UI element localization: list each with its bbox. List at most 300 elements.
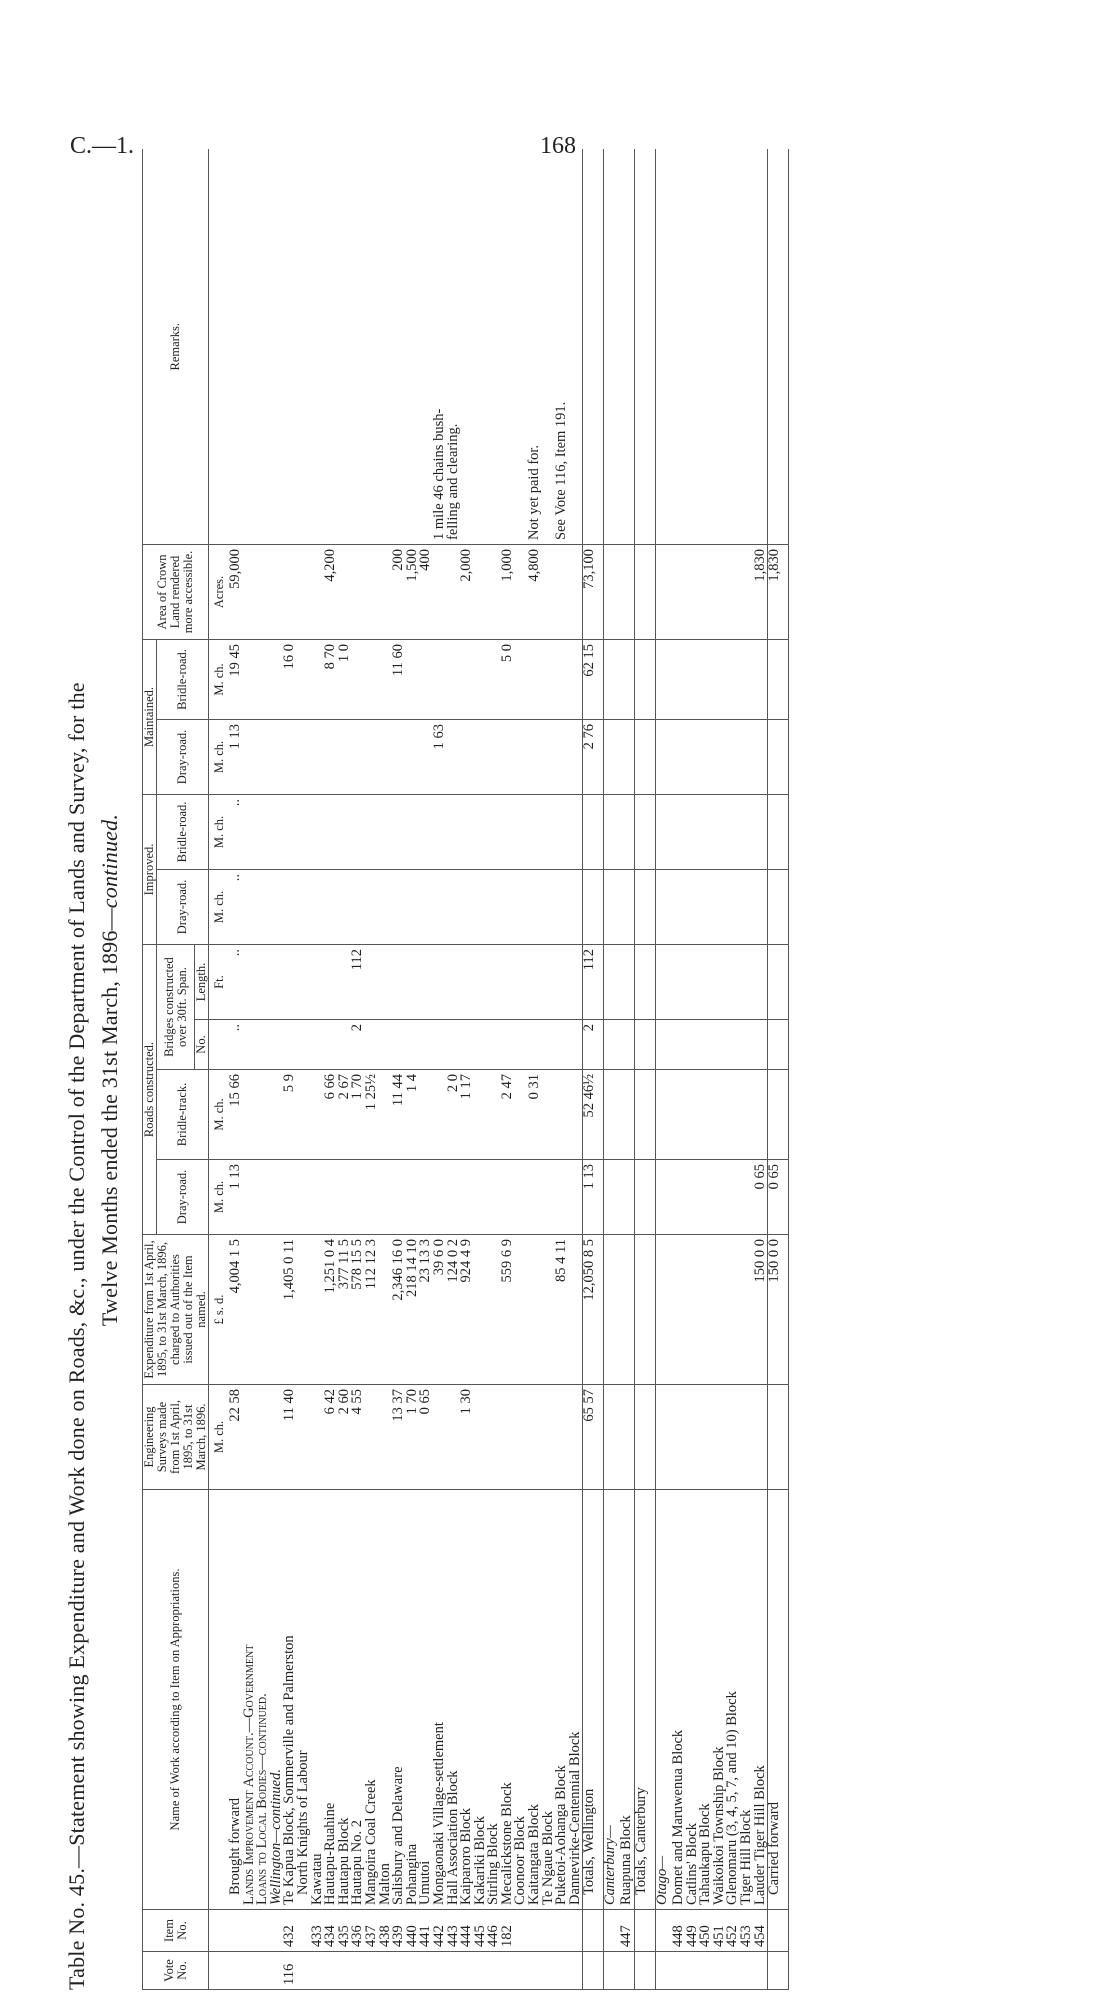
cell-imp-bridle — [379, 794, 393, 869]
cell-imp-bridle — [365, 794, 379, 869]
cell-imp-bridle — [419, 794, 433, 869]
cell-expenditure: 218 14 10 — [406, 1235, 420, 1385]
cell-mnt-dray — [555, 719, 569, 794]
table-row — [487, 149, 501, 1989]
cell-bridge-no — [243, 1020, 257, 1070]
cell-area-acres — [699, 544, 713, 639]
cell-mnt-bridle: 19 45 — [229, 639, 243, 719]
cell-rc-bridle — [419, 1070, 433, 1160]
cell-remarks — [686, 149, 700, 544]
cell-imp-dray — [620, 870, 634, 945]
cell-surveys: 1 70 — [406, 1385, 420, 1490]
cell-item-no — [583, 1910, 604, 1952]
cell-rc-dray — [270, 1160, 284, 1235]
cell-bridge-no — [365, 1020, 379, 1070]
cell-remarks — [569, 149, 583, 544]
cell-area-acres — [338, 544, 352, 639]
cell-work-name: Canterbury— — [604, 1490, 621, 1910]
cell-imp-dray — [501, 870, 515, 945]
cell-item-no: 448 — [672, 1910, 686, 1952]
cell-imp-dray — [740, 870, 754, 945]
page-code: C.—1. — [70, 133, 135, 159]
cell-mnt-dray: 1 63 — [433, 719, 447, 794]
cell-bridge-no: 2 — [351, 1020, 365, 1070]
cell-area-acres: 59,000 — [229, 544, 243, 639]
cell-remarks — [392, 149, 406, 544]
cell-imp-bridle — [604, 794, 621, 869]
cell-surveys — [656, 1385, 673, 1490]
cell-expenditure — [256, 1235, 270, 1385]
cell-imp-dray — [433, 870, 447, 945]
table-row — [460, 149, 474, 1989]
cell-expenditure: 377 11 5 — [338, 1235, 352, 1385]
table-row — [392, 149, 406, 1989]
cell-bridge-no — [699, 1020, 713, 1070]
cell-surveys — [555, 1385, 569, 1490]
cell-imp-bridle — [620, 794, 634, 869]
cell-bridge-no — [256, 1020, 270, 1070]
cell-imp-bridle — [256, 794, 270, 869]
cell-remarks — [365, 149, 379, 544]
cell-expenditure: 112 12 3 — [365, 1235, 379, 1385]
cell-work-name: Ruapuna Block — [620, 1490, 634, 1910]
cell-surveys — [365, 1385, 379, 1490]
col-remarks: Remarks. — [143, 149, 209, 544]
cell-surveys — [256, 1385, 270, 1490]
cell-imp-dray — [324, 870, 338, 945]
cell-bridge-no — [768, 1020, 789, 1070]
cell-mnt-bridle — [419, 639, 433, 719]
cell-work-name: Lands Improvement Account.—Government — [243, 1490, 257, 1910]
table-row — [726, 149, 740, 1989]
cell-imp-dray: .. — [229, 870, 243, 945]
cell-imp-dray — [297, 870, 311, 945]
cell-surveys — [604, 1385, 621, 1490]
cell-area-acres: 4,800 — [528, 544, 542, 639]
cell-vote-no — [583, 1952, 604, 1990]
cell-rc-bridle: 1 17 — [460, 1070, 474, 1160]
table-row — [379, 149, 393, 1989]
cell-imp-bridle — [754, 794, 768, 869]
cell-expenditure: 23 13 3 — [419, 1235, 433, 1385]
cell-imp-dray — [379, 870, 393, 945]
cell-vote-no — [433, 1952, 447, 1990]
cell-imp-dray — [514, 870, 528, 945]
cell-bridge-no — [433, 1020, 447, 1070]
cell-mnt-dray — [324, 719, 338, 794]
cell-mnt-dray — [672, 719, 686, 794]
cell-area-acres — [351, 544, 365, 639]
cell-work-name: North Knights of Labour — [297, 1490, 311, 1910]
cell-rc-bridle — [620, 1070, 634, 1160]
cell-bridge-no — [501, 1020, 515, 1070]
cell-imp-dray — [604, 870, 621, 945]
cell-surveys — [487, 1385, 501, 1490]
cell-expenditure: 124 0 2 — [447, 1235, 461, 1385]
cell-item-no: 449 — [686, 1910, 700, 1952]
cell-imp-dray — [528, 870, 542, 945]
cell-imp-dray — [569, 870, 583, 945]
cell-imp-bridle — [635, 794, 656, 869]
cell-imp-bridle — [447, 794, 461, 869]
cell-surveys: 13 37 — [392, 1385, 406, 1490]
cell-bridge-length — [270, 945, 284, 1020]
cell-imp-dray — [447, 870, 461, 945]
cell-bridge-no — [406, 1020, 420, 1070]
cell-mnt-dray — [460, 719, 474, 794]
cell-item-no: 440 — [406, 1910, 420, 1952]
col-improved: Improved. — [143, 794, 157, 944]
cell-imp-dray — [555, 870, 569, 945]
cell-imp-dray — [460, 870, 474, 945]
cell-bridge-no — [270, 1020, 284, 1070]
cell-expenditure: 578 15 5 — [351, 1235, 365, 1385]
cell-mnt-bridle — [447, 639, 461, 719]
cell-mnt-dray — [656, 719, 673, 794]
cell-item-no — [555, 1910, 569, 1952]
cell-mnt-bridle — [604, 639, 621, 719]
cell-remarks: See Vote 116, Item 191. — [555, 149, 569, 544]
cell-bridge-no — [726, 1020, 740, 1070]
col-vote-no: Vote No. — [143, 1952, 209, 1990]
cell-rc-dray — [713, 1160, 727, 1235]
cell-expenditure: 85 4 11 — [555, 1235, 569, 1385]
cell-mnt-bridle — [433, 639, 447, 719]
cell-imp-bridle — [699, 794, 713, 869]
cell-imp-bridle — [740, 794, 754, 869]
table-row — [514, 149, 528, 1989]
sect-row — [656, 149, 673, 1989]
cell-rc-dray — [256, 1160, 270, 1235]
table-title — [60, 150, 126, 1990]
cell-surveys — [297, 1385, 311, 1490]
cell-bridge-no — [542, 1020, 556, 1070]
cell-imp-dray — [726, 870, 740, 945]
cell-work-name: Hautapu Block — [338, 1490, 352, 1910]
cell-mnt-dray — [487, 719, 501, 794]
cell-imp-dray — [392, 870, 406, 945]
cell-area-acres — [604, 544, 621, 639]
cell-area-acres: 400 — [419, 544, 433, 639]
cell-imp-dray — [583, 870, 604, 945]
cell-area-acres: 1,500 — [406, 544, 420, 639]
cell-vote-no — [555, 1952, 569, 1990]
cell-mnt-dray — [365, 719, 379, 794]
cell-surveys — [243, 1385, 257, 1490]
cell-item-no — [528, 1910, 542, 1952]
cell-item-no: 433 — [311, 1910, 325, 1952]
cell-rc-dray — [501, 1160, 515, 1235]
cell-imp-bridle — [501, 794, 515, 869]
cell-mnt-bridle — [672, 639, 686, 719]
cell-mnt-dray — [406, 719, 420, 794]
cell-vote-no — [569, 1952, 583, 1990]
cell-work-name: Tahaukapu Block — [699, 1490, 713, 1910]
cell-mnt-bridle — [699, 639, 713, 719]
cell-item-no: 454 — [754, 1910, 768, 1952]
cell-surveys — [768, 1385, 789, 1490]
cell-rc-bridle: 2 0 — [447, 1070, 461, 1160]
cell-imp-dray — [311, 870, 325, 945]
cell-vote-no — [686, 1952, 700, 1990]
col-roads-constructed: Roads constructed. — [143, 945, 157, 1235]
cell-vote-no — [713, 1952, 727, 1990]
cell-rc-dray — [555, 1160, 569, 1235]
cell-imp-bridle — [555, 794, 569, 869]
table-row — [406, 149, 420, 1989]
cell-bridge-length — [406, 945, 420, 1020]
cell-remarks — [768, 149, 789, 544]
cell-rc-dray — [351, 1160, 365, 1235]
cell-mnt-bridle — [713, 639, 727, 719]
cell-work-name: Domet and Maruwenua Block — [672, 1490, 686, 1910]
cell-vote-no — [740, 1952, 754, 1990]
cell-surveys: 4 55 — [351, 1385, 365, 1490]
cell-rc-dray: 0 65 — [768, 1160, 789, 1235]
cell-rc-dray — [297, 1160, 311, 1235]
cell-remarks — [338, 149, 352, 544]
cell-vote-no — [229, 1952, 243, 1990]
cell-imp-dray — [406, 870, 420, 945]
cell-bridge-length — [392, 945, 406, 1020]
cell-mnt-bridle — [635, 639, 656, 719]
cell-rc-dray — [699, 1160, 713, 1235]
cell-area-acres: 200 — [392, 544, 406, 639]
cell-bridge-length — [283, 945, 297, 1020]
cell-rc-bridle: 1 70 — [351, 1070, 365, 1160]
cell-rc-dray — [338, 1160, 352, 1235]
cell-expenditure: 924 4 9 — [460, 1235, 474, 1385]
cell-imp-dray — [713, 870, 727, 945]
unit-acres: Acres. — [209, 544, 230, 639]
cell-bridge-no: .. — [229, 1020, 243, 1070]
unit-mch: M. ch. — [209, 794, 230, 869]
cell-rc-bridle — [656, 1070, 673, 1160]
cell-imp-dray — [635, 870, 656, 945]
cell-bridge-length — [474, 945, 488, 1020]
table-row — [338, 149, 352, 1989]
cell-vote-no — [656, 1952, 673, 1990]
cell-imp-bridle — [351, 794, 365, 869]
cell-mnt-bridle — [740, 639, 754, 719]
cell-mnt-dray — [754, 719, 768, 794]
cell-rc-dray — [487, 1160, 501, 1235]
cell-surveys: 6 42 — [324, 1385, 338, 1490]
cell-mnt-dray — [514, 719, 528, 794]
cell-surveys — [754, 1385, 768, 1490]
cell-item-no: 442 — [433, 1910, 447, 1952]
sect-row — [604, 149, 621, 1989]
cell-surveys — [528, 1385, 542, 1490]
cell-rc-bridle — [740, 1070, 754, 1160]
cell-remarks — [754, 149, 768, 544]
cell-vote-no — [324, 1952, 338, 1990]
cell-surveys: 2 60 — [338, 1385, 352, 1490]
cell-surveys — [740, 1385, 754, 1490]
cell-bridge-length — [433, 945, 447, 1020]
cell-mnt-bridle — [474, 639, 488, 719]
cell-remarks — [324, 149, 338, 544]
cell-area-acres — [672, 544, 686, 639]
cell-remarks — [351, 149, 365, 544]
cell-imp-bridle — [433, 794, 447, 869]
cell-imp-dray — [365, 870, 379, 945]
col-item-no: Item No. — [143, 1910, 209, 1952]
cell-mnt-bridle — [514, 639, 528, 719]
col-rc-bridle-track: Bridle-track. — [157, 1070, 209, 1160]
cell-rc-dray — [447, 1160, 461, 1235]
cell-mnt-bridle — [406, 639, 420, 719]
cell-work-name: Te Kapua Block, Sommerville and Palmerston — [283, 1490, 297, 1910]
cell-expenditure — [656, 1235, 673, 1385]
cell-area-acres — [270, 544, 284, 639]
cell-mnt-dray — [297, 719, 311, 794]
unit-mch: M. ch. — [209, 639, 230, 719]
cell-mnt-dray — [635, 719, 656, 794]
cell-mnt-bridle — [460, 639, 474, 719]
cell-imp-bridle — [297, 794, 311, 869]
cell-work-name: Loans to Local Bodies—continued. — [256, 1490, 270, 1910]
cell-mnt-dray — [740, 719, 754, 794]
cell-rc-dray — [528, 1160, 542, 1235]
cell-expenditure: 12,050 8 5 — [583, 1235, 604, 1385]
cell-rc-dray — [726, 1160, 740, 1235]
cell-rc-dray: 1 13 — [583, 1160, 604, 1235]
cell-bridge-length — [686, 945, 700, 1020]
cell-rc-dray — [635, 1160, 656, 1235]
cell-remarks — [379, 149, 393, 544]
cell-bridge-no — [754, 1020, 768, 1070]
cell-imp-dray — [419, 870, 433, 945]
cell-bridge-length — [528, 945, 542, 1020]
cell-work-name: Dannevirke-Centennial Block — [569, 1490, 583, 1910]
cell-rc-bridle — [686, 1070, 700, 1160]
cell-rc-bridle — [604, 1070, 621, 1160]
cell-imp-bridle — [528, 794, 542, 869]
cell-mnt-bridle — [768, 639, 789, 719]
cell-expenditure: 150 0 0 — [754, 1235, 768, 1385]
table-row — [283, 149, 297, 1989]
cell-remarks — [713, 149, 727, 544]
cell-mnt-dray — [604, 719, 621, 794]
cell-rc-bridle — [474, 1070, 488, 1160]
cell-bridge-length — [447, 945, 461, 1020]
cell-remarks — [726, 149, 740, 544]
cell-remarks — [487, 149, 501, 544]
cell-bridge-no — [419, 1020, 433, 1070]
cell-remarks — [620, 149, 634, 544]
cell-vote-no — [620, 1952, 634, 1990]
cell-imp-bridle — [768, 794, 789, 869]
cell-mnt-bridle: 11 60 — [392, 639, 406, 719]
cell-mnt-dray — [351, 719, 365, 794]
table-row — [569, 149, 583, 1989]
cell-bridge-no — [528, 1020, 542, 1070]
cell-expenditure: 4,004 1 5 — [229, 1235, 243, 1385]
cell-vote-no: 116 — [283, 1952, 297, 1990]
cell-work-name: Kawatau — [311, 1490, 325, 1910]
cell-remarks — [635, 149, 656, 544]
table-row — [447, 149, 461, 1989]
table-row — [699, 149, 713, 1989]
cell-area-acres: 2,000 — [460, 544, 474, 639]
cell-item-no — [243, 1910, 257, 1952]
cell-expenditure: 2,346 16 0 — [392, 1235, 406, 1385]
cell-mnt-dray — [311, 719, 325, 794]
cell-bridge-length — [699, 945, 713, 1020]
cell-imp-bridle — [656, 794, 673, 869]
cell-rc-dray — [324, 1160, 338, 1235]
cell-rc-dray — [620, 1160, 634, 1235]
cell-item-no: 446 — [487, 1910, 501, 1952]
cell-area-acres — [656, 544, 673, 639]
cell-rc-dray — [542, 1160, 556, 1235]
cell-item-no: 453 — [740, 1910, 754, 1952]
cell-area-acres: 1,830 — [754, 544, 768, 639]
cell-remarks — [229, 149, 243, 544]
cell-expenditure: 150 0 0 — [768, 1235, 789, 1385]
cell-remarks — [583, 149, 604, 544]
cell-rc-bridle — [555, 1070, 569, 1160]
cell-surveys — [514, 1385, 528, 1490]
cell-expenditure — [635, 1235, 656, 1385]
cell-work-name: Hautapu-Ruahine — [324, 1490, 338, 1910]
cell-work-name: Te Ngaue Block — [542, 1490, 556, 1910]
rotated-table-page — [60, 100, 1040, 1990]
cell-imp-dray — [656, 870, 673, 945]
cell-area-acres — [686, 544, 700, 639]
cell-vote-no — [406, 1952, 420, 1990]
cell-expenditure — [672, 1235, 686, 1385]
cell-bridge-length: 112 — [583, 945, 604, 1020]
cell-mnt-bridle — [656, 639, 673, 719]
table-row — [351, 149, 365, 1989]
cell-remarks — [243, 149, 257, 544]
cell-imp-bridle — [686, 794, 700, 869]
unit-ft: Ft. — [209, 945, 230, 1020]
col-bridge-length: Length. — [195, 945, 209, 1020]
cell-mnt-dray — [379, 719, 393, 794]
cell-expenditure — [474, 1235, 488, 1385]
cell-expenditure: 1,405 0 11 — [283, 1235, 297, 1385]
cell-vote-no — [672, 1952, 686, 1990]
cell-area-acres — [726, 544, 740, 639]
cell-work-name: Malton — [379, 1490, 393, 1910]
cell-imp-bridle — [406, 794, 420, 869]
cell-work-name: Totals, Wellington — [583, 1490, 604, 1910]
cell-remarks: felling and clearing. — [447, 149, 461, 544]
cell-remarks — [699, 149, 713, 544]
cell-imp-bridle — [283, 794, 297, 869]
cell-mnt-dray — [338, 719, 352, 794]
cell-vote-no — [311, 1952, 325, 1990]
tot-row — [583, 149, 604, 1989]
cell-remarks — [406, 149, 420, 544]
table-row — [311, 149, 325, 1989]
cell-rc-dray — [311, 1160, 325, 1235]
cell-imp-bridle — [514, 794, 528, 869]
cell-bridge-length — [620, 945, 634, 1020]
cell-item-no: 432 — [283, 1910, 297, 1952]
cell-bridge-length — [419, 945, 433, 1020]
cell-imp-dray — [487, 870, 501, 945]
cell-mnt-dray — [474, 719, 488, 794]
cell-rc-bridle: 11 44 — [392, 1070, 406, 1160]
cell-bridge-no — [514, 1020, 528, 1070]
cell-bridge-length — [365, 945, 379, 1020]
cell-bridge-length — [311, 945, 325, 1020]
cell-mnt-dray — [243, 719, 257, 794]
